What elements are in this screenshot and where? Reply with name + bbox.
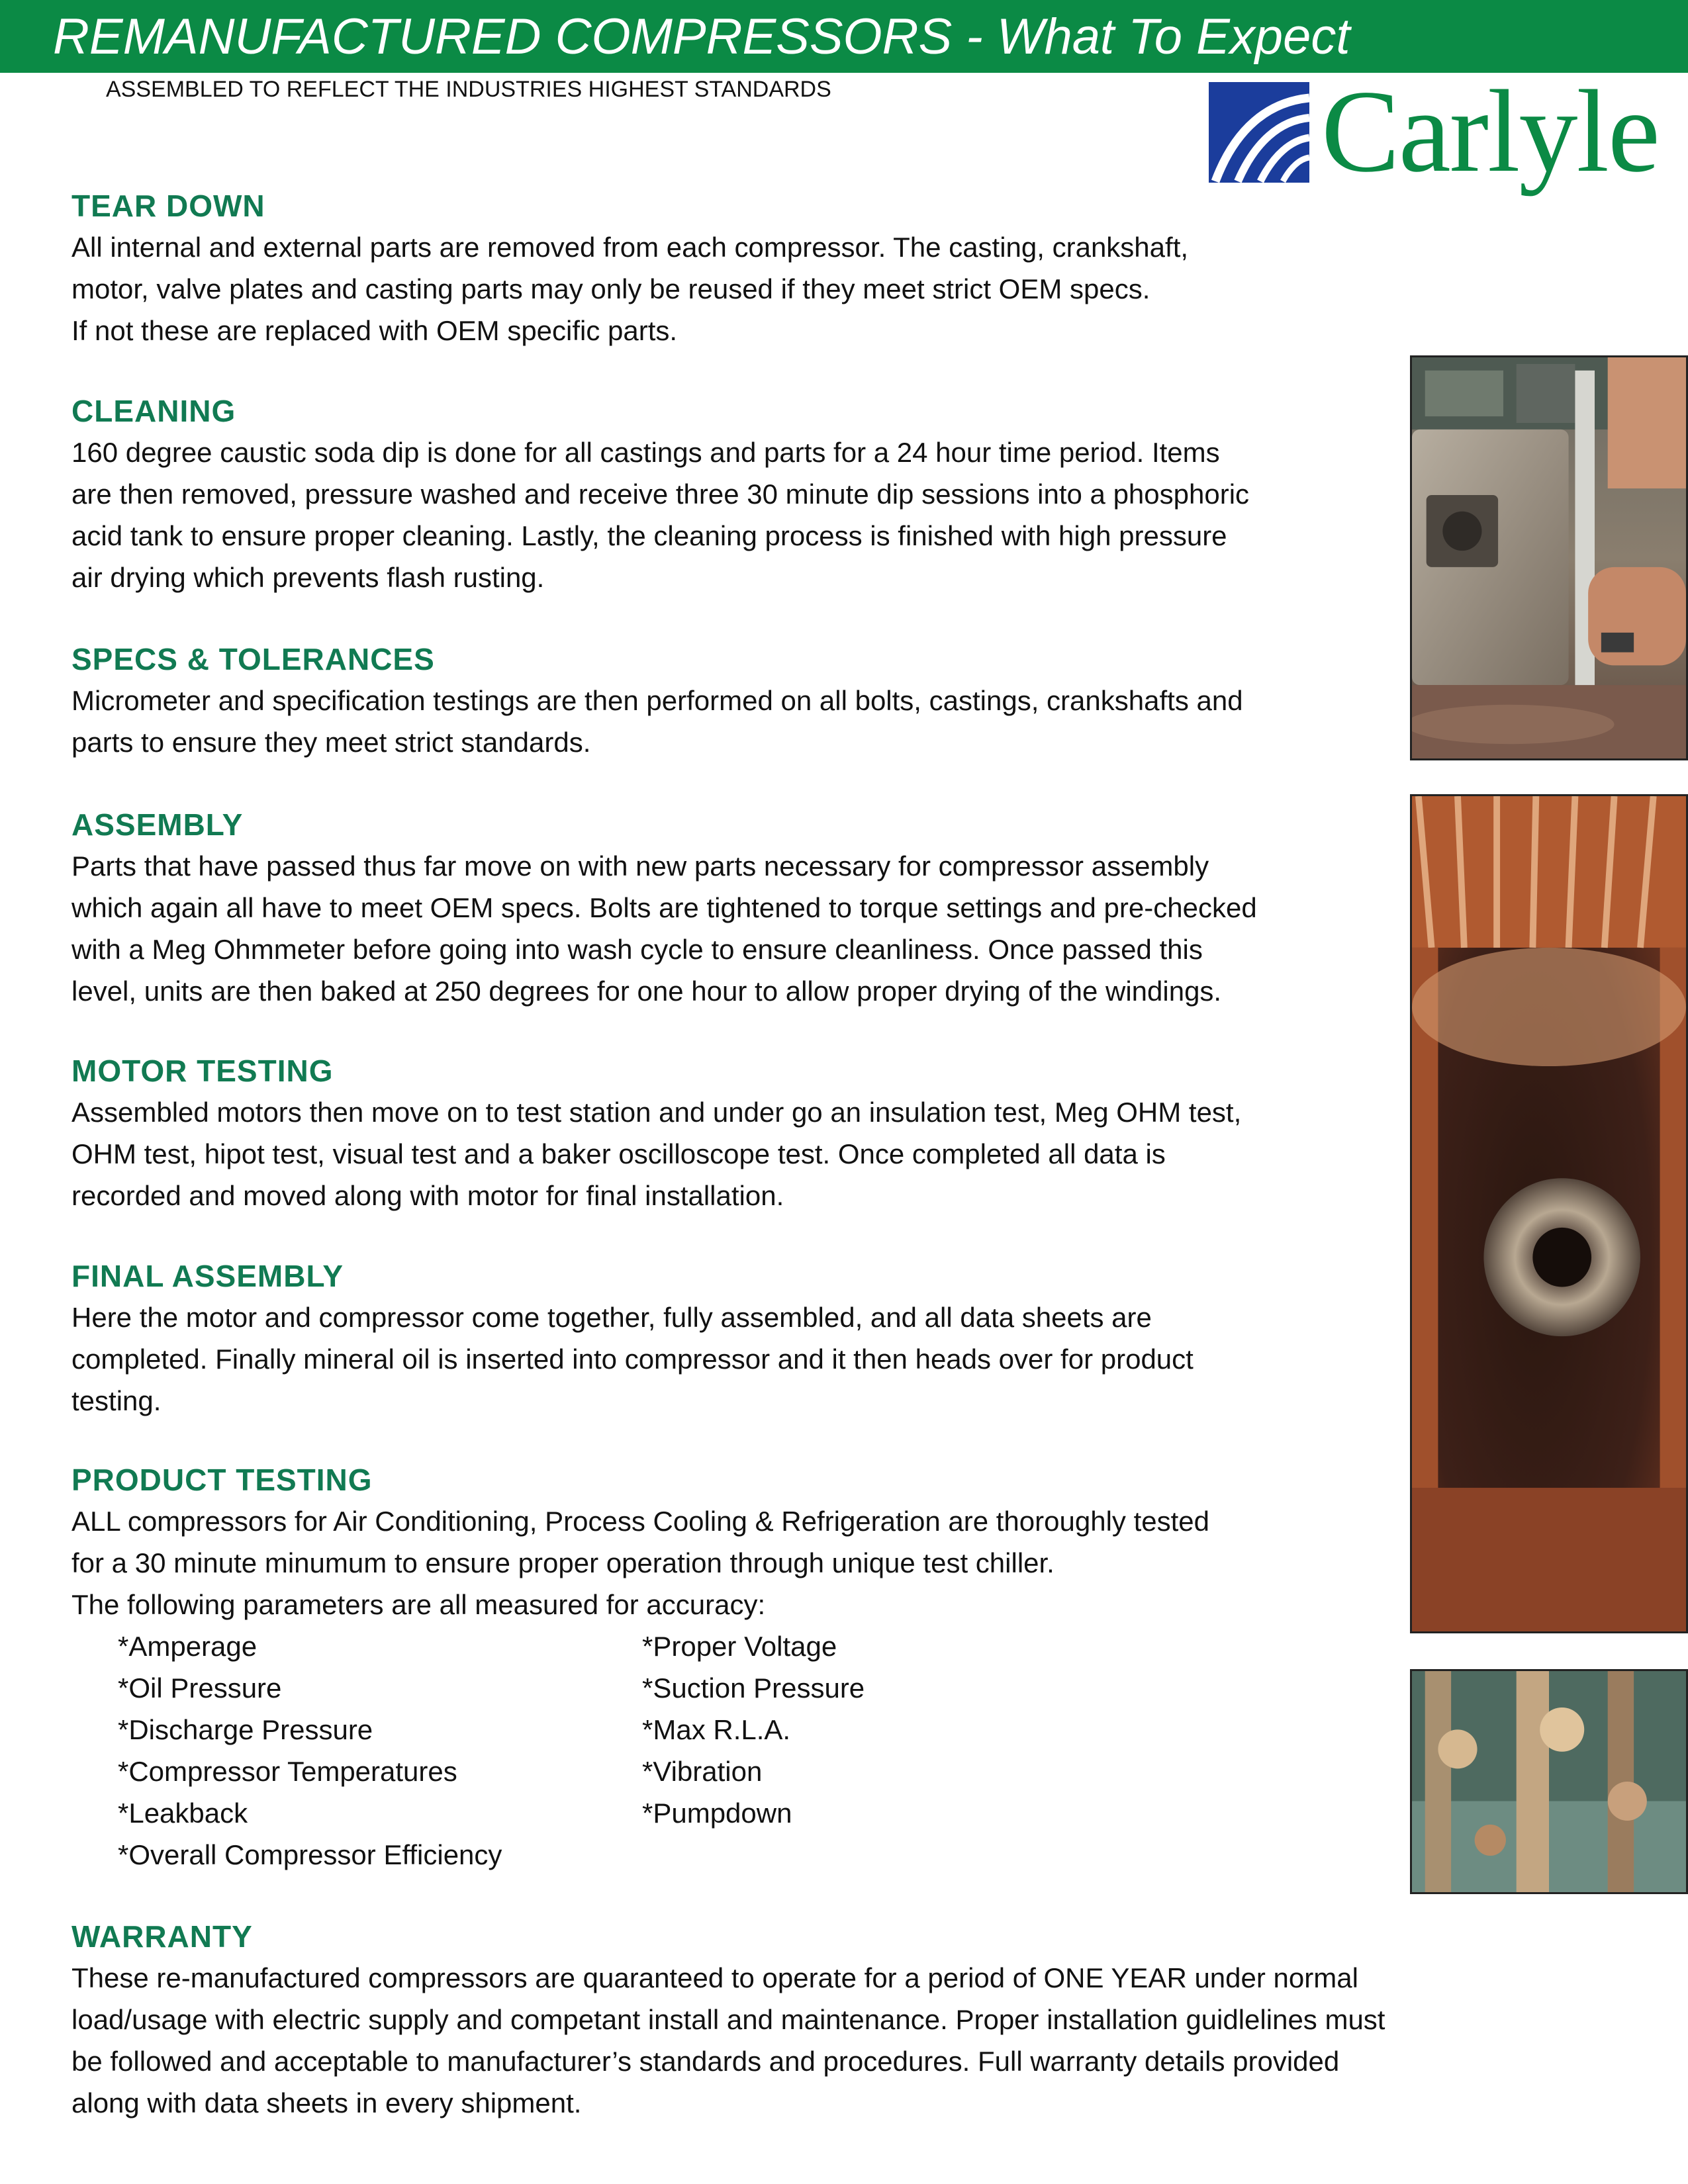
body-line: completed. Finally mineral oil is inserted into compressor and it then heads over for product bbox=[71, 1343, 1194, 1375]
section-specs-tolerances bbox=[71, 639, 1243, 763]
section-body bbox=[71, 226, 1188, 351]
section-body bbox=[71, 1500, 1209, 1625]
section-body bbox=[71, 1957, 1385, 2124]
body-line: If not these are replaced with OEM specific parts. bbox=[71, 315, 678, 346]
parameter-item: *Leakback bbox=[118, 1797, 248, 1829]
crankshafts-image bbox=[1412, 1671, 1686, 1892]
parameter-item: *Max R.L.A. bbox=[642, 1714, 791, 1745]
section-body bbox=[71, 680, 1243, 763]
section-assembly bbox=[71, 804, 1257, 1012]
section-tear-down bbox=[71, 185, 1188, 351]
section-body bbox=[71, 1091, 1241, 1216]
section-body bbox=[71, 845, 1257, 1012]
motor-windings-image bbox=[1412, 796, 1686, 1631]
body-line: with a Meg Ohmmeter before going into wash cycle to ensure cleanliness. Once passed this bbox=[71, 934, 1203, 965]
section-product-testing bbox=[71, 1459, 1209, 1884]
section-final-assembly bbox=[71, 1255, 1194, 1422]
body-line: The following parameters are all measured for accuracy: bbox=[71, 1589, 766, 1620]
body-line: All internal and external parts are removed from each compressor. The casting, crankshaft, bbox=[71, 232, 1189, 263]
body-line: be followed and acceptable to manufacturer’s standards and procedures. Full warranty details provided bbox=[71, 2046, 1340, 2077]
parameter-item: *Pumpdown bbox=[642, 1797, 792, 1829]
section-heading: TEAR DOWN bbox=[71, 189, 265, 223]
section-motor-testing bbox=[71, 1050, 1241, 1216]
parameter-item: *Amperage bbox=[118, 1631, 258, 1662]
section-body bbox=[71, 432, 1249, 598]
page-tagline: ASSEMBLED TO REFLECT THE INDUSTRIES HIGHEST STANDARDS bbox=[106, 77, 831, 102]
body-line: acid tank to ensure proper cleaning. Lastly, the cleaning process is finished with high pressure bbox=[71, 520, 1227, 551]
body-line: Micrometer and specification testings are then performed on all bolts, castings, crankshafts and bbox=[71, 685, 1243, 716]
section-heading: ASSEMBLY bbox=[71, 807, 244, 842]
body-line: recorded and moved along with motor for final installation. bbox=[71, 1180, 784, 1211]
parameter-list bbox=[71, 1625, 1209, 1884]
section-cleaning bbox=[71, 390, 1249, 598]
body-line: level, units are then baked at 250 degrees for one hour to allow proper drying of the windings. bbox=[71, 976, 1222, 1007]
casting-measurement-image bbox=[1412, 357, 1686, 758]
photo-casting-measurement bbox=[1410, 355, 1688, 760]
section-heading: CLEANING bbox=[71, 394, 236, 428]
body-line: load/usage with electric supply and competant install and maintenance. Proper installation guidlelines must bbox=[71, 2004, 1385, 2035]
body-line: Parts that have passed thus far move on with new parts necessary for compressor assembly bbox=[71, 850, 1209, 882]
body-line: OHM test, hipot test, visual test and a baker oscilloscope test. Once completed all data is bbox=[71, 1138, 1166, 1169]
body-line: are then removed, pressure washed and receive three 30 minute dip sessions into a phosphoric bbox=[71, 478, 1250, 510]
body-line: along with data sheets in every shipment. bbox=[71, 2087, 582, 2118]
section-heading: SPECS & TOLERANCES bbox=[71, 642, 435, 676]
section-heading: MOTOR TESTING bbox=[71, 1054, 334, 1088]
page-title: REMANUFACTURED COMPRESSORS - What To Expect bbox=[53, 9, 1350, 65]
body-line: These re-manufactured compressors are quaranteed to operate for a period of ONE YEAR under normal bbox=[71, 1962, 1358, 1993]
parameter-item: *Overall Compressor Efficiency bbox=[118, 1839, 502, 1870]
photo-crankshafts bbox=[1410, 1669, 1688, 1894]
section-body bbox=[71, 1297, 1194, 1422]
body-line: 160 degree caustic soda dip is done for all castings and parts for a 24 hour time period. Items bbox=[71, 437, 1220, 468]
parameter-item: *Vibration bbox=[642, 1756, 763, 1787]
parameter-item: *Proper Voltage bbox=[642, 1631, 837, 1662]
parameter-item: *Suction Pressure bbox=[642, 1672, 865, 1704]
photo-motor-windings bbox=[1410, 794, 1688, 1633]
body-line: air drying which prevents flash rusting. bbox=[71, 562, 545, 593]
parameter-item: *Oil Pressure bbox=[118, 1672, 282, 1704]
parameter-item: *Compressor Temperatures bbox=[118, 1756, 457, 1787]
section-heading: WARRANTY bbox=[71, 1919, 253, 1954]
section-heading: PRODUCT TESTING bbox=[71, 1463, 373, 1497]
title-banner bbox=[0, 0, 1688, 73]
body-line: Assembled motors then move on to test station and under go an insulation test, Meg OHM test, bbox=[71, 1097, 1242, 1128]
body-line: Here the motor and compressor come together, fully assembled, and all data sheets are bbox=[71, 1302, 1152, 1333]
body-line: for a 30 minute minumum to ensure proper operation through unique test chiller. bbox=[71, 1547, 1055, 1578]
logo-wordmark: Carlyle bbox=[1321, 66, 1659, 197]
body-line: ALL compressors for Air Conditioning, Process Cooling & Refrigeration are thoroughly tested bbox=[71, 1506, 1209, 1537]
section-heading: FINAL ASSEMBLY bbox=[71, 1259, 344, 1293]
carlyle-logo bbox=[1209, 66, 1659, 205]
body-line: testing. bbox=[71, 1385, 162, 1416]
body-line: parts to ensure they meet strict standards. bbox=[71, 727, 591, 758]
carlyle-swoosh-icon bbox=[1209, 82, 1309, 183]
body-line: which again all have to meet OEM specs. Bolts are tightened to torque settings and pre-checked bbox=[71, 892, 1257, 923]
body-line: motor, valve plates and casting parts may only be reused if they meet strict OEM specs. bbox=[71, 273, 1150, 304]
section-warranty bbox=[71, 1916, 1385, 2124]
parameter-item: *Discharge Pressure bbox=[118, 1714, 373, 1745]
